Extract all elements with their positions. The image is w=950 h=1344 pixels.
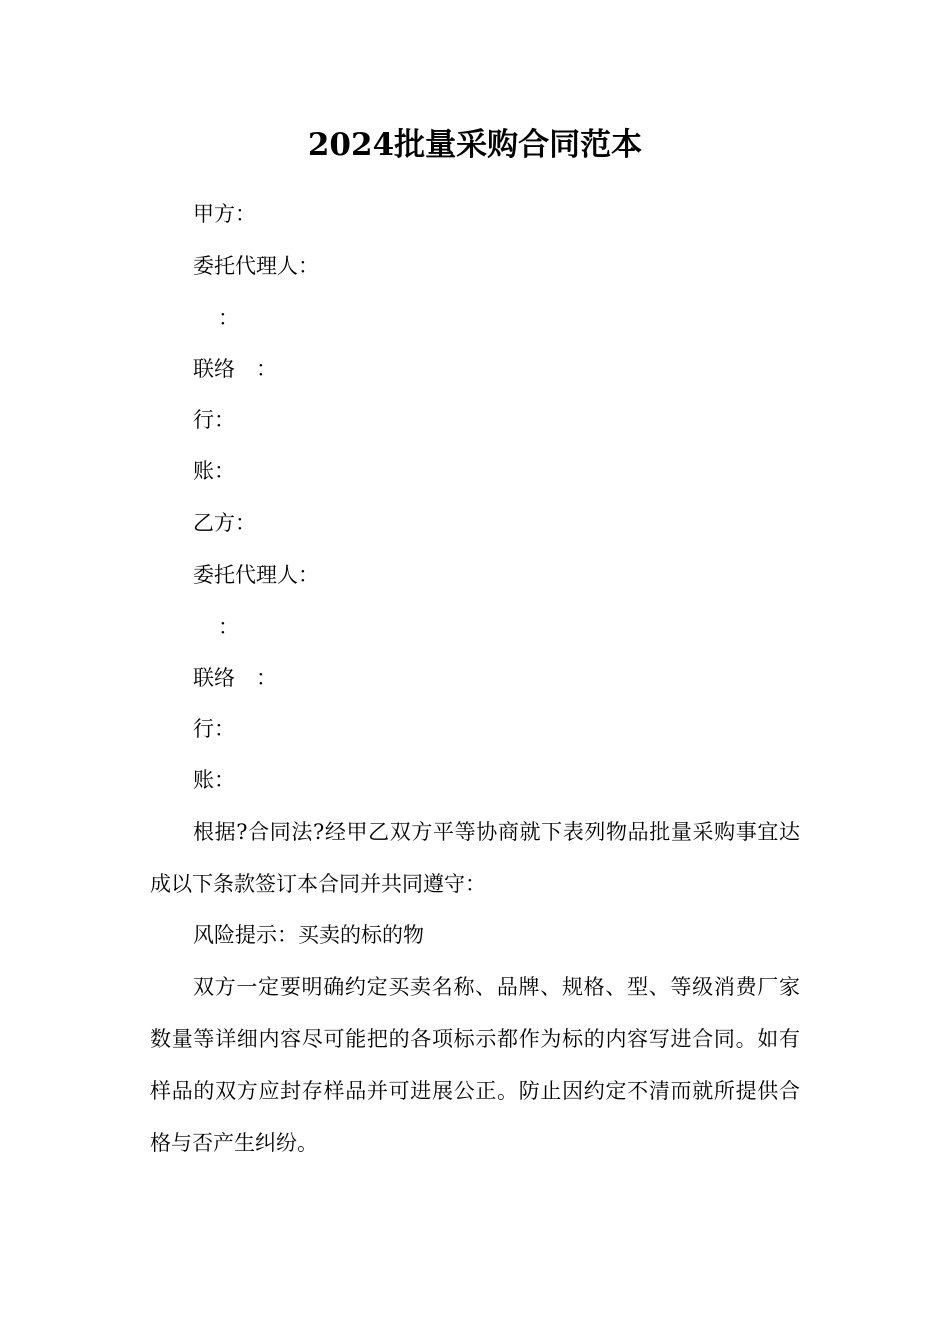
party-a-contact: 联络 ： [193, 357, 277, 381]
party-b-account: 账： [193, 768, 235, 792]
party-a-account: 账： [193, 459, 235, 483]
party-b-blank-field: ： [218, 615, 239, 639]
party-a-agent: 委托代理人： [193, 254, 319, 278]
party-b-agent: 委托代理人： [193, 563, 319, 587]
document-title: 2024批量采购合同范本 [307, 127, 643, 163]
party-b-bank: 行： [193, 717, 235, 741]
risk-heading: 风险提示：买卖的标的物 [193, 923, 424, 947]
party-b-contact: 联络 ： [193, 666, 277, 690]
preamble-paragraph: 根据?合同法?经甲乙双方平等协商就下表列物品批量采购事宜达成以下条款签订本合同并共同遵守： [150, 820, 800, 896]
risk-body-paragraph: 双方一定要明确约定买卖名称、品牌、规格、型、等级消费厂家数量等详细内容尽可能把的各项标示都作为标的内容写进合同。如有样品的双方应封存样品并可进展公正。防止因约定不清而就所提供合格与否产生纠纷。 [150, 975, 800, 1155]
party-a-blank-field: ： [218, 306, 239, 330]
party-b-label: 乙方： [193, 511, 256, 535]
party-a-bank: 行： [193, 408, 235, 432]
party-a-label: 甲方： [193, 202, 256, 226]
